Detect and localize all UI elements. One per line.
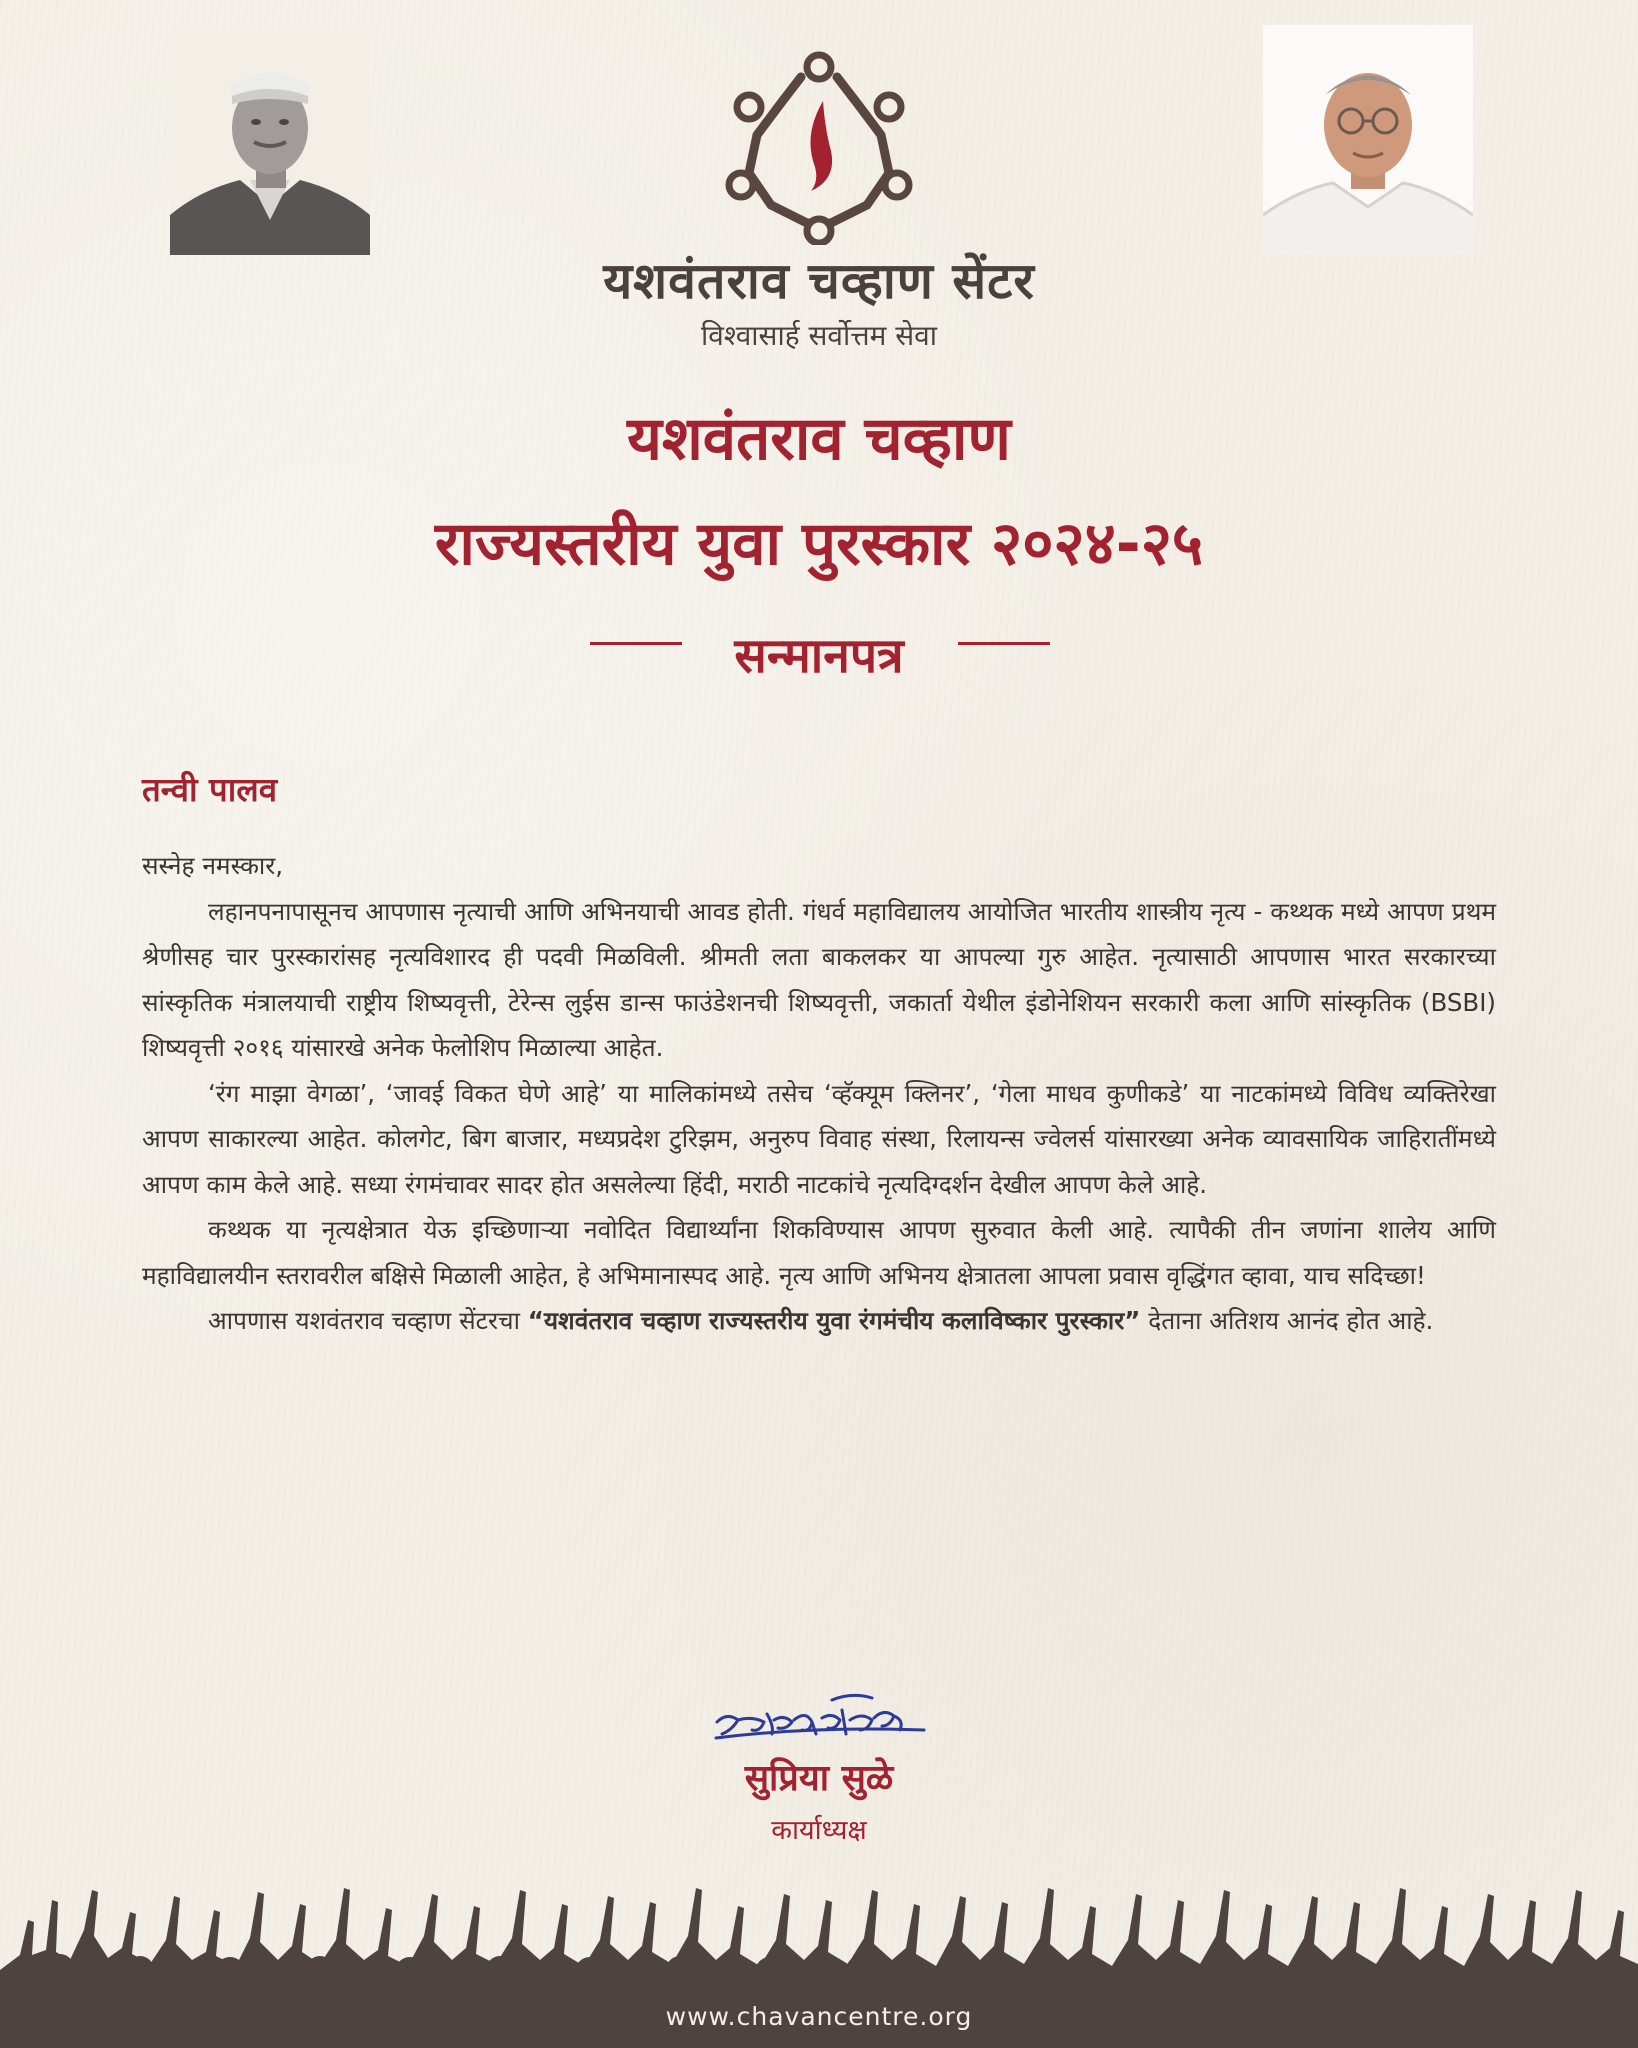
certificate-label: सन्मानपत्र: [734, 628, 904, 684]
portrait-left-photo: [170, 30, 370, 255]
handwritten-signature-icon: [712, 1690, 927, 1750]
signatory-title: कार्याध्यक्ष: [771, 1815, 867, 1846]
award-title-line2: राज्यस्तरीय युवा पुरस्कार २०२४-२५: [434, 509, 1204, 579]
paragraph-4-prefix: आपणास यशवंतराव चव्हाण सेंटरचा: [208, 1306, 528, 1335]
letter-paragraph-4: [142, 1298, 1496, 1344]
award-full-name: “यशवंतराव चव्हाण राज्यस्तरीय युवा रंगमंचीय कलाविष्कार पुरस्कार”: [527, 1306, 1141, 1335]
organization-name: यशवंतराव चव्हाण सेंटर: [603, 252, 1035, 310]
letter-paragraph-1: लहानपनापासूनच आपणास नृत्याची आणि अभिनयाची आवड होती. गंधर्व महाविद्यालय आयोजित भारतीय शास्त्रीय नृत्य - कथ्थक मध्ये आपण प्रथम श्रेणीसह चार पुरस्कारांसह नृत्यविशारद ही पदवी मिळविली. श्रीमती लता बाकलकर या आपल्या गुरु आहेत. नृत्यासाठी आपणास भारत सरकारच्या सांस्कृतिक मंत्रालयाची राष्ट्रीय शिष्यवृत्ती, टेरेन्स लुईस डान्स फाउंडेशनची शिष्यवृत्ती, जकार्ता येथील इंडोनेशियन सरकारी कला आणि सांस्कृतिक (BSBI) शिष्यवृत्ती २०१६ यांसारखे अनेक फेलोशिप मिळाल्या आहेत.: [142, 896, 1496, 1062]
man-in-cap-portrait-icon: [170, 30, 370, 255]
signatory-name: सुप्रिया सुळे: [744, 1758, 894, 1799]
portrait-right-photo: [1263, 25, 1473, 255]
salutation: सस्नेह नमस्कार,: [142, 851, 284, 880]
letter-paragraph-2: ‘रंग माझा वेगळा’, ‘जावई विकत घेणे आहे’ या मालिकांमध्ये तसेच ‘व्हॅक्यूम क्लिनर’, ‘गेला माधव कुणीकडे’ या नाटकांमध्ये विविध व्यक्तिरेखा आपण साकारल्या आहेत. कोलगेट, बिग बाजार, मध्यप्रदेश टुरिझम, अनुरुप विवाह संस्था, रिलायन्स ज्वेलर्स यांसारख्या अनेक व्यावसायिक जाहिरातींमध्ये आपण काम केले आहे. सध्या रंगमंचावर सादर होत असलेल्या हिंदी, मराठी नाटकांचे नृत्यदिग्दर्शन देखील आपण केले आहे.: [142, 1078, 1496, 1199]
paragraph-4-suffix: देताना अतिशय आनंद होत आहे.: [1140, 1306, 1434, 1335]
organization-tagline: विश्वासार्ह सर्वोत्तम सेवा: [701, 319, 937, 352]
letter-body: [142, 843, 1496, 1344]
footer-website-url: www.chavancentre.org: [665, 2002, 973, 2031]
certificate-heading: [0, 622, 1638, 687]
man-with-glasses-portrait-icon: [1263, 25, 1473, 255]
recipient-name: तन्वी पालव: [142, 770, 278, 809]
letter-paragraph-3: कथ्थक या नृत्यक्षेत्रात येऊ इच्छिणाऱ्या नवोदित विद्यार्थ्यांना शिकविण्यास आपण सुरुवात केली आहे. त्यापैकी तीन जणांना शालेय आणि महाविद्यालयीन स्तरावरील बक्षिसे मिळाली आहेत, हे अभिमानास्पद आहे. नृत्य आणि अभिनय क्षेत्रातला आपला प्रवास वृद्धिंगत व्हावा, याच सदिच्छा!: [142, 1215, 1496, 1290]
chavan-centre-logo-icon: [719, 45, 919, 245]
award-title-line1: यशवंतराव चव्हाण: [627, 404, 1011, 474]
